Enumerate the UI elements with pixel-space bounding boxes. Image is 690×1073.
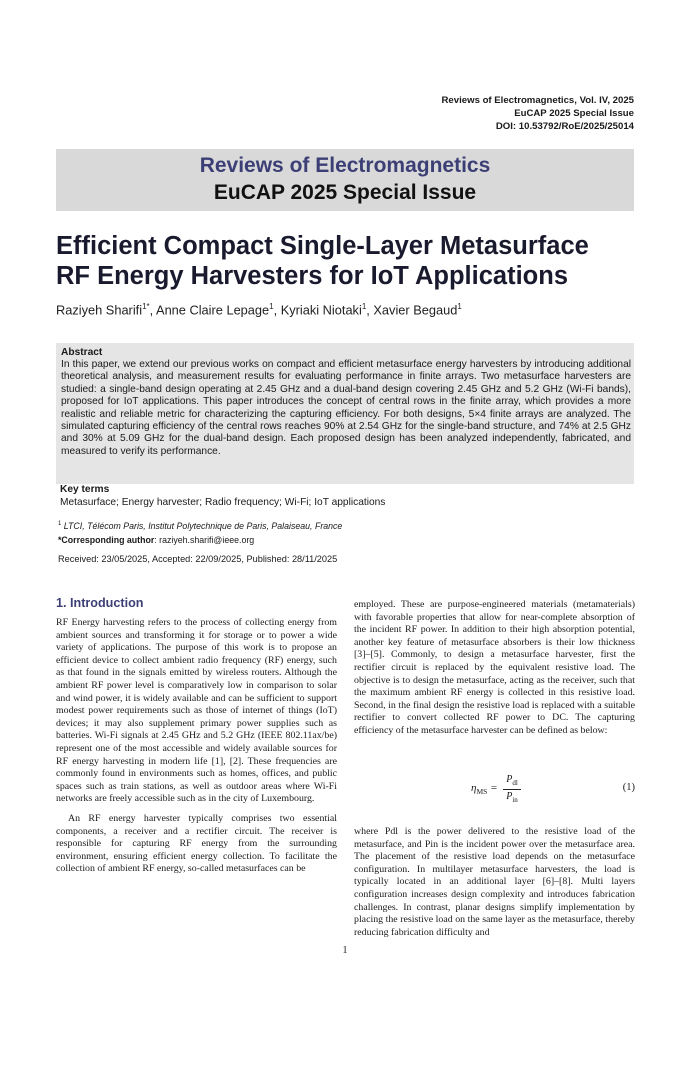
author-list: Raziyeh Sharifi$^{1*}$, Anne Claire Lepage$^1$, Kyriaki Niotaki$^1$, Xavier Begaud$^1$: [56, 302, 462, 318]
author-name: Raziyeh Sharifi: [56, 302, 143, 318]
keywords-text: Metasurface; Energy harvester; Radio frequency; Wi-Fi; IoT applications: [60, 497, 386, 508]
corresponding-label: *Corresponding author: [58, 535, 155, 545]
journal-volume: Reviews of Electromagnetics, Vol. IV, 2025: [441, 95, 634, 106]
banner-journal-name: Reviews of Electromagnetics: [199, 154, 491, 177]
paragraph: employed. These are purpose-engineered materials (metamaterials) with favorable properties that allow for near-complete absorption of the incident RF power. In addition to their high absorption potential, another key feature of metasurface absorbers is their low thickness [3]–[5]. Commonly, to design a metasurface harvester, first the rectifier circuit is replaced by the equivalent resistive load. The objective is to design the metasurface, acting as the receiver, such that the maximum ambient RF energy is collected in this resistive load. Second, in the final design the resistive load is replaced with a suitable rectifier to convert collected RF power to DC. The capturing efficiency of the metasurface harvester can be defined as below:: [354, 599, 635, 736]
paper-title: [56, 231, 656, 291]
affiliation-mark: 1: [58, 521, 62, 528]
title-line-1: Efficient Compact Single-Layer Metasurface: [56, 232, 589, 260]
right-column-top: [354, 599, 635, 738]
corresponding-author: [58, 535, 254, 545]
left-column: [56, 617, 337, 876]
abstract-box: [56, 343, 634, 484]
journal-banner: [56, 149, 634, 211]
section-heading-introduction: 1. Introduction: [56, 596, 144, 610]
equation-lhs: $\eta_{MS}$ =: [471, 782, 498, 797]
paragraph: RF Energy harvesting refers to the process of collecting energy from ambient sources and transforming it for storage or to power a wide variety of applications. The purpose of this work is to propose an efficient device to collect ambient radio frequency (RF) energy, such as that found in the signals emitted by wireless routers. Although the ambient RF power level is comparatively low in comparison to solar and wind power, it is widely available and can be sufficient to support modest power requirements such as those of internet of things (IoT) devices; it may also supplement primary power supplies such as batteries. Wi-Fi signals at 2.45 GHz and 5.2 GHz (IEEE 802.11ax/be) represent one of the most accessible and widely available sources for RF energy harvesting in modern life [1], [2]. These frequencies are commonly found in environments such as homes, offices, and public spaces such as train stations, as well as outdoor areas where Wi-Fi networks are freely accessible such as in the city of Luxembourg.: [56, 617, 337, 805]
title-line-2: RF Energy Harvesters for IoT Applications: [56, 262, 569, 290]
author-name: Kyriaki Niotaki: [280, 302, 362, 318]
publication-dates: Received: 23/05/2025, Accepted: 22/09/2025, Published: 28/11/2025: [58, 554, 338, 564]
author-mark: 1*: [142, 302, 150, 311]
equation-numerator: $P_{dl}$: [503, 774, 521, 790]
equation-number: (1): [622, 782, 635, 793]
affiliation: [58, 521, 342, 531]
paragraph: An RF energy harvester typically comprises two essential components, a receiver and a rectifier circuit. The receiver is responsible for capturing RF energy from the surrounding environment, ensuring efficient energy collection. To facilitate the collection of ambient RF energy, so-called metasurfaces can be: [56, 812, 337, 875]
affiliation-text: LTCI, Télécom Paris, Institut Polytechnique de Paris, Palaiseau, France: [63, 521, 343, 531]
abstract-text: In this paper, we extend our previous works on compact and efficient metasurface energy harvesters by introducing additional theoretical analysis, and measurement results for evaluating performance in finite arrays. Two metasurface harvesters are studied: a single-band design operating at 2.45 GHz and a dual-band design covering 2.45 GHz and 5.2 GHz (Wi-Fi bands), proposed for IoT applications. This paper introduces the concept of central rows in the finite array, which provides a more realistic and reliable metric for characterizing the capturing efficiency. For both designs, 5×4 finite arrays are analyzed. The simulated capturing efficiency of the central rows reaches 90% at 2.54 GHz for the single-band structure, and 74% at 2.5 GHz and 30% at 5.09 GHz for the dual-band design. Each proposed design has been analyzed independently, fabricated, and measured to verify its performance.: [61, 359, 631, 457]
corresponding-email: : raziyeh.sharifi@ieee.org: [154, 535, 255, 545]
banner-special-issue: EuCAP 2025 Special Issue: [213, 181, 477, 204]
author-name: Xavier Begaud: [373, 302, 458, 318]
journal-meta: [442, 94, 635, 133]
equation-fraction: [503, 774, 521, 807]
paragraph: where Pdl is the power delivered to the resistive load of the metasurface, and Pin is the incident power over the metasurface area. The placement of the resistive load depends on the metasurface configuration. In multilayer metasurface harvesters, the load is typically located in an additional layer [6]–[8]. Multi layers configuration increases design complexity and introduces fabrication challenges. In contrast, planar designs simplify implementation by placing the resistive load on the same layer as the metasurface, thereby reducing fabrication difficulty and: [354, 826, 635, 938]
journal-doi: DOI: 10.53792/RoE/2025/25014: [495, 121, 634, 132]
author-mark: 1: [457, 302, 462, 311]
author-mark: 1: [361, 302, 367, 311]
keywords-heading: Key terms: [60, 484, 110, 495]
abstract-heading: Abstract: [61, 347, 103, 358]
equation-denominator: $P_{in}$: [506, 791, 518, 804]
right-column-bottom: [354, 826, 635, 939]
author-mark: 1: [269, 302, 274, 311]
journal-issue: EuCAP 2025 Special Issue: [514, 108, 634, 119]
page-number: 1: [342, 945, 348, 956]
equation-1: [354, 774, 635, 804]
author-name: Anne Claire Lepage: [156, 302, 270, 318]
